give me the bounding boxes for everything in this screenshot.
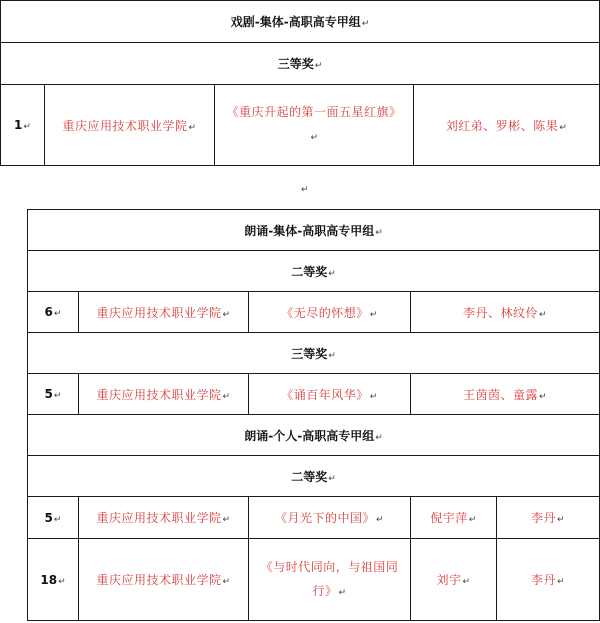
performers: 刘红弟、罗彬、陈果 bbox=[445, 118, 559, 133]
prize-label: 二等奖 bbox=[291, 264, 328, 279]
school-name: 重庆应用技术职业学院 bbox=[96, 387, 222, 402]
work-title-cell bbox=[249, 539, 411, 621]
entry-number-cell bbox=[28, 539, 79, 621]
performers: 李丹、林纹伶 bbox=[463, 305, 539, 320]
table-row bbox=[1, 85, 600, 166]
school-name: 重庆应用技术职业学院 bbox=[96, 511, 222, 525]
work-title: 《月光下的中国》 bbox=[274, 511, 375, 525]
table-row bbox=[28, 539, 600, 621]
section-header-row bbox=[1, 1, 600, 43]
prize-row bbox=[1, 43, 600, 85]
entry-number: 18 bbox=[40, 572, 58, 587]
table-row bbox=[28, 292, 600, 333]
paragraph-mark bbox=[301, 185, 309, 195]
work-title: 《重庆升起的第一面五星红旗》 bbox=[226, 105, 402, 119]
prize-cell bbox=[28, 251, 600, 292]
prize-row bbox=[28, 333, 600, 374]
section-title: 朗诵-集体-高职高专甲组 bbox=[244, 223, 375, 238]
section-header-row bbox=[28, 210, 600, 251]
work-title: 《与时代同向，与祖国同行》 bbox=[260, 559, 399, 598]
table-row bbox=[28, 374, 600, 415]
section-title: 朗诵-个人-高职高专甲组 bbox=[244, 428, 375, 443]
performer: 倪宇萍 bbox=[430, 511, 468, 525]
school-cell bbox=[79, 292, 249, 333]
school-name: 重庆应用技术职业学院 bbox=[62, 118, 188, 133]
performer-cell bbox=[411, 539, 497, 621]
prize-row bbox=[28, 456, 600, 497]
section-header-row bbox=[28, 415, 600, 456]
teacher: 李丹 bbox=[531, 573, 557, 587]
prize-cell bbox=[28, 333, 600, 374]
prize-label: 三等奖 bbox=[277, 57, 314, 71]
entry-number: 6 bbox=[44, 305, 53, 319]
work-title-cell bbox=[249, 374, 411, 415]
entry-number: 5 bbox=[44, 510, 53, 525]
school-name: 重庆应用技术职业学院 bbox=[96, 573, 222, 587]
school-cell bbox=[79, 374, 249, 415]
section-title-cell bbox=[1, 1, 600, 43]
drama-collective-table bbox=[0, 0, 600, 166]
entry-number: 5 bbox=[44, 387, 53, 401]
teacher: 李丹 bbox=[531, 511, 557, 525]
performer-cell bbox=[411, 497, 497, 539]
school-cell bbox=[45, 85, 215, 166]
work-title: 《无尽的怀想》 bbox=[281, 305, 369, 320]
teacher-cell bbox=[497, 539, 600, 621]
work-title-cell bbox=[215, 85, 414, 166]
performer: 刘宇 bbox=[436, 573, 462, 587]
performers-cell bbox=[411, 292, 600, 333]
prize-cell bbox=[1, 43, 600, 85]
section-title: 戏剧-集体-高职高专甲组 bbox=[230, 15, 361, 29]
entry-number: 1 bbox=[14, 118, 23, 132]
entry-number-cell bbox=[1, 85, 45, 166]
prize-cell bbox=[28, 456, 600, 497]
entry-number-cell bbox=[28, 497, 79, 539]
school-cell bbox=[79, 539, 249, 621]
section-title-cell bbox=[28, 210, 600, 251]
entry-number-cell bbox=[28, 374, 79, 415]
teacher-cell bbox=[497, 497, 600, 539]
performers-cell bbox=[414, 85, 600, 166]
school-cell bbox=[79, 497, 249, 539]
work-title-cell bbox=[249, 497, 411, 539]
performers: 王茵茵、童露 bbox=[463, 387, 539, 402]
prize-label: 二等奖 bbox=[291, 469, 328, 484]
prize-row bbox=[28, 251, 600, 292]
work-title-cell bbox=[249, 292, 411, 333]
work-title: 《诵百年风华》 bbox=[281, 387, 369, 402]
entry-number-cell bbox=[28, 292, 79, 333]
section-title-cell bbox=[28, 415, 600, 456]
recitation-table bbox=[27, 209, 600, 621]
school-name: 重庆应用技术职业学院 bbox=[96, 305, 222, 320]
prize-label: 三等奖 bbox=[291, 346, 328, 361]
performers-cell bbox=[411, 374, 600, 415]
table-row bbox=[28, 497, 600, 539]
